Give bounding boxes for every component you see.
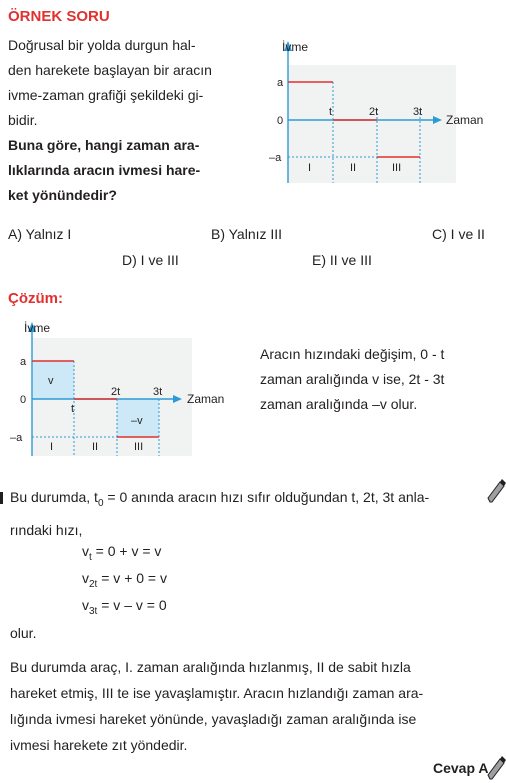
question-line: Doğrusal bir yolda durgun hal-: [8, 37, 196, 53]
para1-suffix: = 0 anında aracın hızı sıfır olduğundan t, 2t, 3t anla-: [103, 489, 430, 505]
eq-sub: 2t: [89, 578, 98, 590]
x-tick-2t: 2t: [369, 106, 379, 118]
equation-v2t: [82, 570, 167, 590]
para2-line: hareket etmiş, III te ise yavaşlamıştır. Aracın hızlandığı zaman ara-: [10, 685, 424, 701]
example-title: ÖRNEK SORU: [8, 8, 110, 25]
option-c[interactable]: C) I ve II: [432, 226, 485, 242]
interval-label-2: II: [92, 441, 99, 453]
area-v: [33, 361, 74, 399]
question-line: ivme-zaman grafiği şekildeki gi-: [8, 87, 204, 103]
para1-line2: rındaki hızı,: [10, 521, 83, 538]
area-label-v: v: [48, 375, 54, 387]
eq-rhs: = v – v = 0: [97, 597, 167, 613]
para2-line: lığında ivmesi hareket yönünde, yavaşladığı zaman aralığında ise: [10, 711, 417, 727]
pen-icon-answer: [486, 755, 506, 781]
option-e[interactable]: E) II ve III: [312, 252, 372, 268]
interval-label-2: II: [350, 162, 357, 174]
para2-line: ivmesi harekete zıt yöndedir.: [10, 737, 188, 753]
equation-v3t: [82, 597, 167, 617]
y-tick-zero: 0: [20, 394, 27, 406]
eq-lhs: v: [82, 543, 89, 559]
interval-label-1: I: [308, 162, 312, 174]
side-line: zaman aralığında v ise, 2t - 3t: [260, 371, 445, 387]
question-bold-line: Buna göre, hangi zaman ara-: [8, 137, 200, 153]
side-line: Aracın hızındaki değişim, 0 - t: [260, 346, 445, 362]
pen-icon: [486, 478, 506, 504]
x-tick-t: t: [329, 106, 333, 118]
y-tick-a: a: [20, 356, 27, 368]
y-tick-zero: 0: [277, 115, 284, 127]
para1-prefix: Bu durumda, t: [10, 489, 98, 505]
solution-title: Çözüm:: [8, 290, 63, 307]
para2-line: Bu durumda araç, I. zaman aralığında hızlanmış, II de sabit hızla: [10, 659, 411, 675]
solution-paragraph-2: [10, 654, 496, 758]
solution-graph: [6, 318, 246, 458]
equation-vt: [82, 543, 161, 563]
eq-rhs: = v + 0 = v: [97, 570, 167, 586]
side-line: zaman aralığında –v olur.: [260, 396, 418, 412]
option-b[interactable]: B) Yalnız III: [211, 226, 283, 242]
y-tick-minus-a: –a: [269, 152, 282, 164]
x-tick-3t: 3t: [413, 106, 423, 118]
y-axis-label: İvme: [282, 40, 309, 54]
y-tick-a: a: [277, 77, 284, 89]
y-axis-label: İvme: [24, 321, 51, 335]
eq-sub: t: [89, 551, 92, 563]
question-line: den harekete başlayan bir aracın: [8, 62, 212, 78]
eq-sub: 3t: [89, 605, 98, 617]
para1-line1: [10, 484, 480, 517]
eq-lhs: v: [82, 570, 89, 586]
x-tick-t: t: [71, 403, 75, 415]
solution-paragraph-1: [10, 484, 480, 543]
question-line: bidir.: [8, 112, 38, 128]
question-text: [8, 33, 248, 208]
answer-label: Cevap A: [433, 760, 489, 776]
y-tick-minus-a: –a: [10, 432, 23, 444]
question-graph: [258, 35, 498, 185]
interval-label-3: III: [134, 441, 144, 453]
x-tick-2t: 2t: [111, 386, 121, 398]
option-a[interactable]: A) Yalnız I: [8, 226, 72, 242]
area-label-minus-v: –v: [131, 415, 143, 427]
eq-rhs: = 0 + v = v: [91, 543, 162, 559]
x-axis-label: Zaman: [446, 113, 484, 127]
question-bold-line: ket yönündedir?: [8, 187, 117, 203]
option-d[interactable]: D) I ve III: [122, 252, 179, 268]
interval-label-1: I: [50, 441, 54, 453]
x-axis-label: Zaman: [187, 392, 225, 406]
solution-side-text: [260, 342, 500, 417]
olur-text: olur.: [10, 625, 37, 641]
interval-label-3: III: [392, 162, 402, 174]
eq-lhs: v: [82, 597, 89, 613]
x-tick-3t: 3t: [153, 386, 163, 398]
question-bold-line: lıklarında aracın ivmesi hare-: [8, 162, 201, 178]
margin-marker: [0, 492, 3, 504]
para1-subscript: 0: [97, 497, 104, 509]
